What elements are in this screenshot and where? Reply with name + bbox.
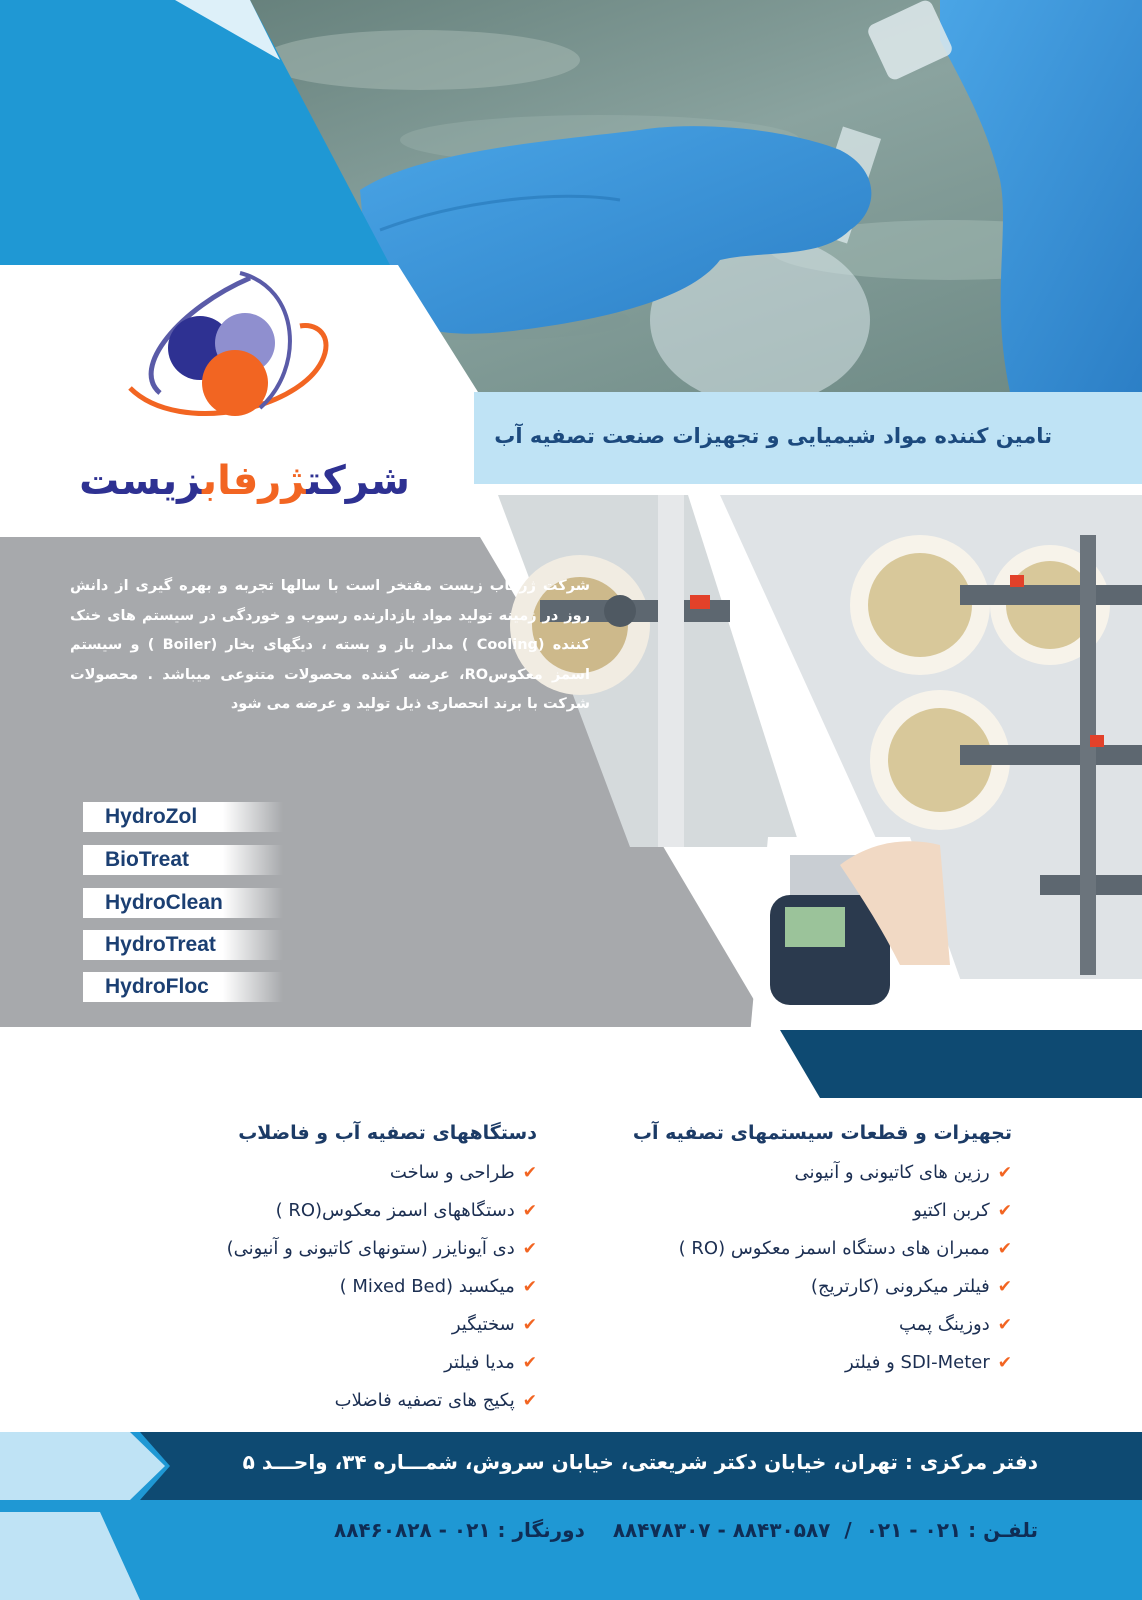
intro-paragraph: شرکت ژرفاب زیست مفتخر است با سالها تجربه و بهره گیری از دانش روز در زمینه تولید مواد بازدارنده رسوب و خوردگی در سیستم های خنک کننده (Cooling ) مدار باز و بسته ، دیگهای بخار (Boiler ) و سیستم اسمز معکوسRO، عرضه کننده محصولات متنوعی میباشد . محصولات شرکت با برند انحصاری ذیل تولید و عرضه می شود: [70, 578, 590, 712]
check-icon: ✔: [997, 1277, 1012, 1297]
logo-word-3: زیست: [79, 458, 203, 504]
list-item: [633, 1230, 1012, 1268]
list-item: [633, 1344, 1012, 1382]
list-item-text: دی آیونایزر (ستونهای کاتیونی و آنیونی): [226, 1238, 515, 1259]
check-icon: ✔: [997, 1201, 1012, 1221]
list-item-text: میکسبد (Mixed Bed ): [339, 1276, 515, 1297]
brand-hydrotreat: HydroTreat: [83, 930, 283, 960]
tagline-band: [474, 392, 1142, 484]
list-item: [227, 1344, 537, 1382]
check-icon: ✔: [997, 1163, 1012, 1183]
logo-atom-icon: [120, 268, 340, 448]
equipment-title: تجهیزات و قطعات سیستمهای تصفیه آب: [632, 1122, 1012, 1144]
list-item-text: پکیج های تصفیه فاضلاب: [334, 1390, 515, 1411]
brand-biotreat: BioTreat: [83, 845, 283, 875]
check-icon: ✔: [997, 1353, 1012, 1373]
list-item: [633, 1192, 1012, 1230]
phone-separator: /: [844, 1518, 852, 1542]
phone-number-2: ۰۲۱ - ۸۸۴۷۸۳۰۷: [612, 1518, 903, 1542]
check-icon: ✔: [997, 1315, 1012, 1335]
check-icon: ✔: [997, 1239, 1012, 1259]
list-item-text: فیلتر میکرونی (کارتریج): [810, 1276, 990, 1297]
list-item-text: دوزینگ پمپ: [898, 1314, 990, 1335]
contact-phones: [334, 1518, 1038, 1542]
check-icon: ✔: [522, 1353, 537, 1373]
address-text: دفتر مرکزی : تهران، خیابان دکتر شریعتی، خیابان سروش، شمـــاره ۳۴، واحـــد ۵: [242, 1450, 1038, 1474]
list-item-text: طراحی و ساخت: [389, 1162, 515, 1183]
check-icon: ✔: [522, 1277, 537, 1297]
list-item-text: سختیگیر: [451, 1314, 515, 1335]
list-item: [227, 1306, 537, 1344]
list-item-text: دستگاههای اسمز معکوس(RO ): [275, 1200, 515, 1221]
equipment-list: [633, 1122, 1012, 1382]
list-item-text: ممبران های دستگاه اسمز معکوس (RO ): [678, 1238, 990, 1259]
list-item: [227, 1192, 537, 1230]
tagline: تامین کننده مواد شیمیایی و تجهیزات صنعت تصفیه آب: [494, 424, 1052, 448]
list-item: [227, 1230, 537, 1268]
check-icon: ✔: [522, 1239, 537, 1259]
logo-word-1: شرکت: [306, 458, 410, 504]
check-icon: ✔: [522, 1201, 537, 1221]
list-item: [633, 1154, 1012, 1192]
list-item: [633, 1306, 1012, 1344]
list-item-text: کربن اکتیو: [913, 1200, 990, 1221]
check-icon: ✔: [522, 1315, 537, 1335]
phone-number-1: تلفـن : ۰۲۱ - ۸۸۴۳۰۵۸۷: [732, 1518, 1038, 1542]
list-item: [227, 1382, 537, 1420]
list-item: [227, 1154, 537, 1192]
list-item-text: SDI-Meter و فیلتر: [845, 1352, 990, 1373]
fax-number: دورنگار : ۰۲۱ - ۸۸۴۶۰۸۲۸: [334, 1518, 585, 1542]
brand-hydrofloc: HydroFloc: [83, 972, 283, 1002]
list-item: [227, 1268, 537, 1306]
list-item: [633, 1268, 1012, 1306]
logo-word-2: ژرفاب: [202, 458, 307, 504]
brand-hydroclean: HydroClean: [83, 888, 283, 918]
systems-list: [227, 1122, 537, 1420]
company-logo-text: [80, 458, 410, 504]
list-item-text: رزین های کاتیونی و آنیونی: [794, 1162, 990, 1183]
check-icon: ✔: [522, 1391, 537, 1411]
brand-hydrozol: HydroZol: [83, 802, 283, 832]
check-icon: ✔: [522, 1163, 537, 1183]
list-item-text: مدیا فیلتر: [444, 1352, 515, 1373]
systems-title: دستگاههای تصفیه آب و فاضلاب: [238, 1122, 537, 1144]
navy-accent-band: [780, 1030, 1142, 1098]
